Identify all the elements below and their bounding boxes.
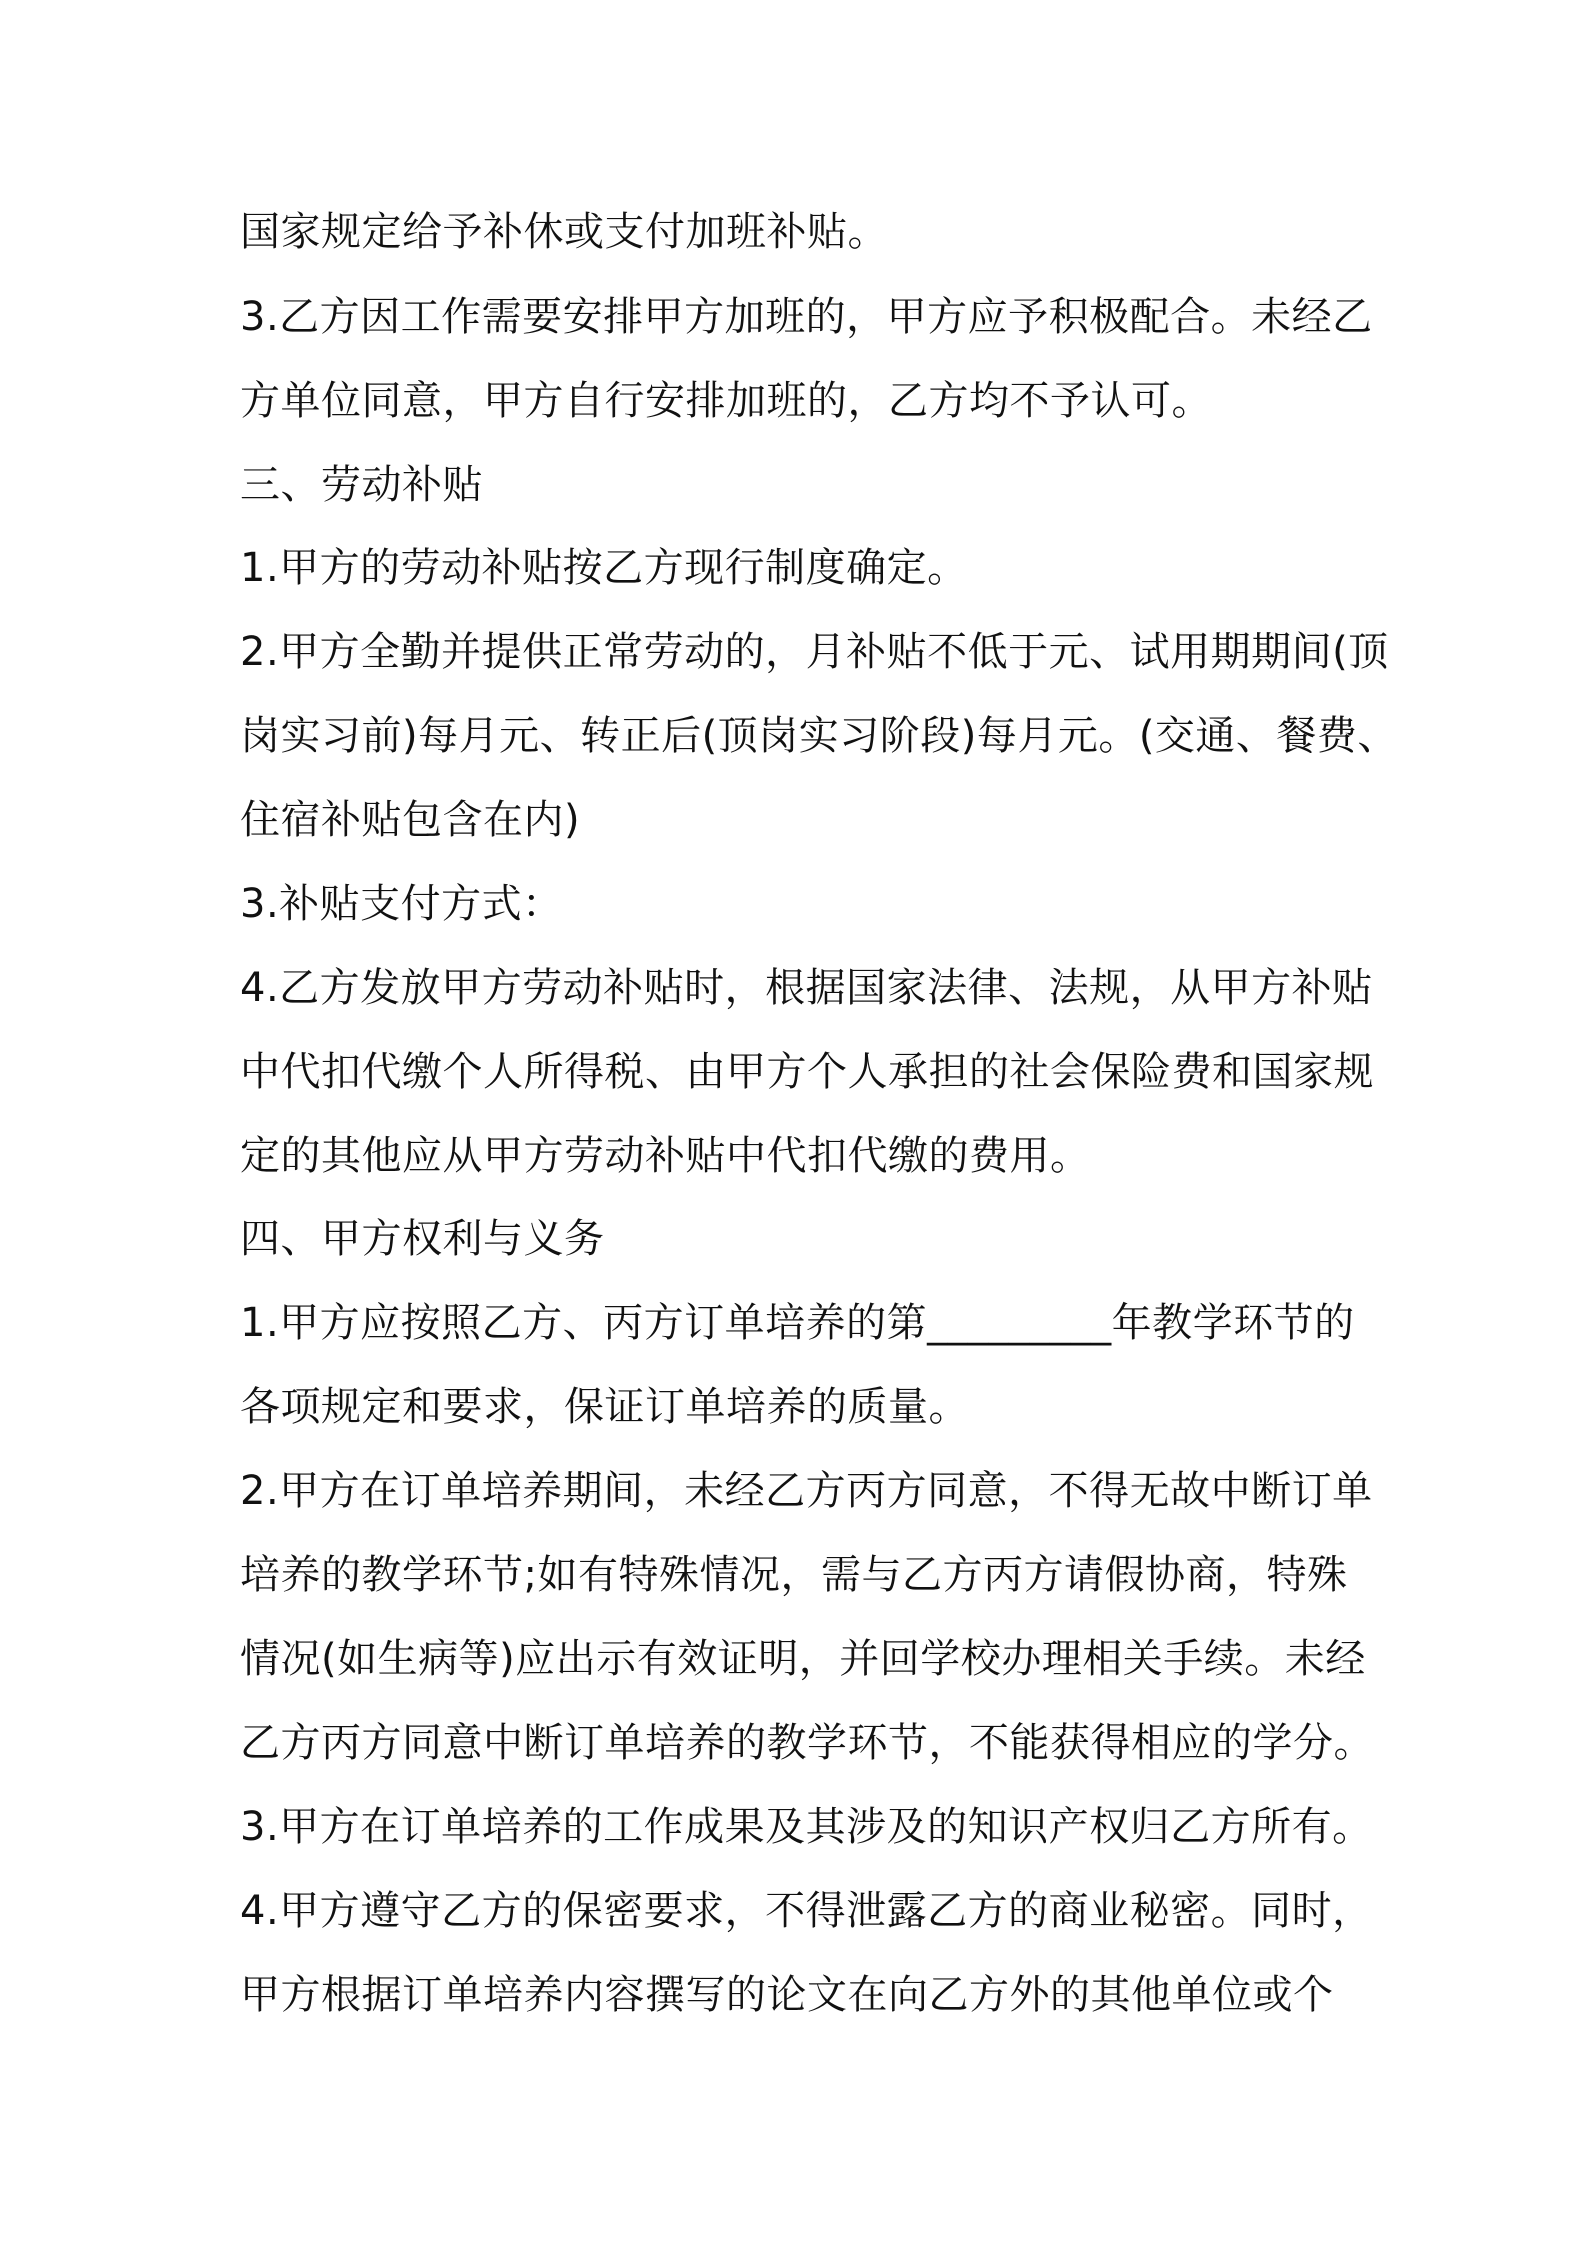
text-line: 甲方根据订单培养内容撰写的论文在向乙方外的其他单位或个 <box>240 1972 1334 2018</box>
text-line: 3.甲方在订单培养的工作成果及其涉及的知识产权归乙方所有。 <box>240 1804 1373 1850</box>
text-line: 定的其他应从甲方劳动补贴中代扣代缴的费用。 <box>240 1133 1091 1179</box>
text-line: 1.甲方的劳动补贴按乙方现行制度确定。 <box>240 545 968 591</box>
text-line: 3.补贴支付方式： <box>240 881 563 927</box>
text-line: 方单位同意，甲方自行安排加班的，乙方均不予认可。 <box>240 378 1212 424</box>
section-heading: 三、劳动补贴 <box>240 462 483 508</box>
text-line: 住宿补贴包含在内) <box>240 797 581 843</box>
text-line: 4.乙方发放甲方劳动补贴时，根据国家法律、法规，从甲方补贴 <box>240 965 1373 1011</box>
text-line: 乙方丙方同意中断订单培养的教学环节，不能获得相应的学分。 <box>240 1720 1374 1766</box>
text-line: 中代扣代缴个人所得税、由甲方个人承担的社会保险费和国家规 <box>240 1049 1374 1095</box>
text-line: 4.甲方遵守乙方的保密要求，不得泄露乙方的商业秘密。同时， <box>240 1888 1373 1934</box>
text-line: 培养的教学环节;如有特殊情况，需与乙方丙方请假协商，特殊 <box>240 1552 1348 1598</box>
text-line: 1.甲方应按照乙方、丙方订单培养的第_________年教学环节的 <box>240 1300 1355 1346</box>
text-line: 国家规定给予补休或支付加班补贴。 <box>240 209 888 255</box>
text-line: 2.甲方全勤并提供正常劳动的，月补贴不低于元、试用期期间(顶 <box>240 629 1389 675</box>
text-line: 2.甲方在订单培养期间，未经乙方丙方同意，不得无故中断订单 <box>240 1468 1373 1514</box>
text-line: 3.乙方因工作需要安排甲方加班的，甲方应予积极配合。未经乙 <box>240 294 1373 340</box>
text-line: 各项规定和要求，保证订单培养的质量。 <box>240 1384 969 1430</box>
section-heading: 四、甲方权利与义务 <box>240 1216 605 1262</box>
text-line: 情况(如生病等)应出示有效证明，并回学校办理相关手续。未经 <box>240 1636 1366 1682</box>
text-line: 岗实习前)每月元、转正后(顶岗实习阶段)每月元。(交通、餐费、 <box>240 713 1398 759</box>
